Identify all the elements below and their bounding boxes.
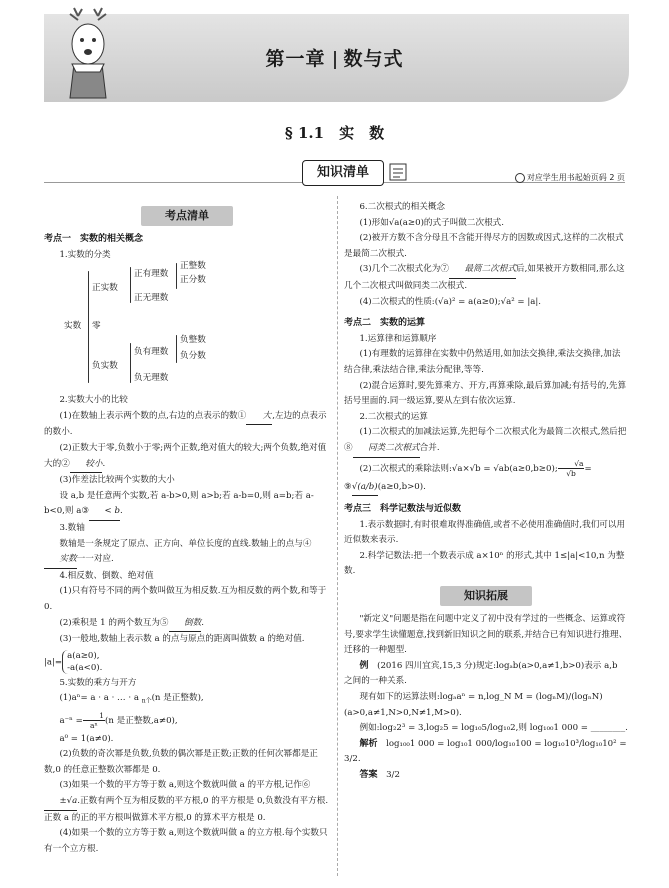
r3-1: 1.表示数据时,有时很难取得准确值,或者不必使用准确值时,我们可以用近似数来表示.	[344, 519, 626, 546]
tree-pr: 正有理数	[134, 269, 169, 280]
tree-ni: 负无理数	[134, 373, 169, 384]
notebook-icon	[388, 162, 410, 182]
kp1-title: 考点一 实数的相关概念	[44, 234, 144, 244]
p2-3: (3)作差法比较两个实数的大小	[59, 475, 175, 486]
p2-2: (2)正数大于零,负数小于零;两个正数,绝对值大的较大;两个负数,绝对值大的② 较小.	[44, 441, 330, 473]
right-column	[344, 200, 628, 784]
r2-2-cont: ⑨√(a/b)(a≥0,b>0).	[344, 480, 628, 497]
answer: 答案 3/2	[359, 770, 400, 780]
answer-2: 较小	[70, 457, 103, 474]
r1-heading: 1.运算律和运算顺序	[359, 333, 437, 344]
kp2-title: 考点二 实数的运算	[344, 318, 426, 329]
p6-4: (4)二次根式的性质:(√a)² = a(a≥0);√a² = |a|.	[359, 296, 541, 307]
s1-heading: 1.实数的分类	[59, 249, 111, 260]
chapter-heading	[0, 44, 669, 71]
example-eg: 例如:log₂2³ = 3,log₂5 = log₁₀5/log₁₀2,则 log₁₀₀1 000 = ________.	[359, 723, 628, 734]
pow-1: (1)aⁿ= a · a · … · a $_{n个}$(n 是正整数),	[59, 693, 204, 705]
p6-2: (2)被开方数不含分母且不含能开得尽方的因数或因式,这样的二次根式是最简二次根式.	[344, 233, 624, 259]
brace-root	[88, 271, 89, 383]
tree-pos: 正实数	[92, 283, 118, 294]
abs-formula: |a|= a(a≥0), -a(a<0).	[44, 650, 103, 673]
answer-4: 实数	[44, 552, 77, 569]
r2-2: (2)二次根式的乘除法则:√a×√b = √ab(a≥0,b≥0); $\frac{√a}{√b}=$	[359, 458, 592, 478]
r2-heading: 2.二次根式的运算	[359, 411, 428, 422]
kp3-title: 考点三 科学记数法与近似数	[344, 504, 462, 515]
tree-nfr: 负分数	[180, 351, 206, 362]
s5-heading: 5.实数的乘方与开方	[59, 677, 137, 688]
r3-2: 2.科学记数法:把一个数表示成 a×10ⁿ 的形式,其中 1≤|a|<10,n 为整数.	[344, 550, 625, 577]
s4-heading: 4.相反数、倒数、绝对值	[59, 570, 154, 581]
brace-pos	[130, 267, 131, 303]
tree-neg: 负实数	[92, 361, 118, 372]
p6-3: (3)几个二次根式化为⑦ 最简二次根式后,如果被开方数相同,那么这几个二次根式叫做同类二次根式.	[344, 264, 625, 291]
r2-1: (1)二次根式的加减法运算,先把每个二次根式化为最简二次根式,然后把⑧ 同类二次根式合并.	[344, 425, 628, 457]
example-rule: 现有如下的运算法则:logₐaⁿ = n,log_N M = (logₙM)/(logₙN)(a>0,a≠1,N>0,N≠1,M>0).	[344, 692, 603, 718]
answer-1: 大	[246, 409, 272, 426]
brace-pr	[176, 263, 177, 289]
example: 例 (2016 四川宜宾,15,3 分)规定:logₐb(a>0,a≠1,b>0)表示 a,b 之间的一种关系.	[344, 660, 618, 687]
s2-heading: 2.实数大小的比较	[59, 395, 128, 406]
column-divider	[337, 196, 338, 876]
answer-6: ±√a	[44, 794, 77, 811]
p2-1: (1)在数轴上表示两个数的点,右边的点表示的数① 大,左边的点表示的数小.	[44, 410, 327, 438]
knowledge-list-title: 知识清单	[302, 160, 384, 186]
pow-3: a⁰ = 1(a≠0).	[59, 733, 114, 744]
answer-7: 最简二次根式	[449, 262, 516, 279]
tree-pi: 正无理数	[134, 293, 169, 304]
page-hint	[515, 172, 625, 183]
tree-zero: 零	[92, 321, 101, 332]
hint-text: 对应学生用书起始页码 2 页	[526, 173, 625, 182]
solution: 解析 log₁₀₀1 000 = log₁₀1 000/log₁₀100 = log₁₀10³/log₁₀10² = 3/2.	[344, 738, 627, 765]
tag-kaodian: 考点清单	[141, 206, 233, 226]
real-number-classification	[44, 263, 330, 393]
section-title: § 1.1 实 数	[284, 124, 385, 142]
left-column	[44, 200, 330, 857]
brace-neg	[130, 343, 131, 383]
answer-8: 同类二次根式	[353, 441, 420, 458]
p2-3b: 设 a,b 是任意两个实数,若 a-b>0,则 a>b;若 a-b=0,则 a=b;若 a-b<0,则 a③ < b.	[44, 489, 330, 521]
tree-pfr: 正分数	[180, 275, 206, 286]
p5-4: (4)如果一个数的立方等于数 a,则这个数就叫做 a 的立方根.每个实数只有一个立方根.	[44, 828, 328, 854]
answer-3: < b	[89, 504, 120, 521]
tree-pint: 正整数	[180, 261, 206, 272]
p4-2: (2)乘积是 1 的两个数互为⑤ 倒数.	[44, 616, 330, 633]
ext-text: "新定义"问题是指在问题中定义了初中没有学过的一些概念、运算或符号,要求学生读懂题意,找到新旧知识之间的联系,并结合已有知识进行推理、迁移的一种题型.	[344, 614, 628, 656]
p3: 数轴是一条规定了原点、正方向、单位长度的直线.数轴上的点与④实数一一对应.	[44, 537, 330, 569]
p5-2: (2)负数的奇次幂是负数,负数的偶次幂是正数;正数的任何次幂都是正数,0 的任意正整数次幂都是 0.	[44, 749, 318, 775]
tree-root: 实数	[64, 321, 82, 332]
s6-heading: 6.二次根式的相关概念	[359, 202, 446, 212]
tree-nint: 负整数	[180, 335, 206, 346]
tree-nr: 负有理数	[134, 347, 169, 358]
brace-nr	[176, 335, 177, 363]
tag-extension: 知识拓展	[440, 586, 532, 606]
pow-2: a⁻ⁿ = $\frac{1}{\text{aⁿ}}(n$ 是正整数,a≠0),	[59, 710, 178, 730]
chapter-title: 数与式	[343, 48, 404, 70]
answer-5: 倒数	[169, 616, 202, 633]
r1-2: (2)混合运算时,要先算乘方、开方,再算乘除,最后算加减;有括号的,先算括号里面的.同一级运算,要从左到右依次运算.	[344, 380, 627, 407]
r1-1: (1)有理数的运算律在实数中仍然适用,如加法交换律,乘法交换律,加法结合律,乘法结合律,乘法分配律,等等.	[344, 349, 621, 375]
chapter-label: 第一章	[265, 48, 326, 70]
answer-9: √(a/b)	[352, 480, 378, 497]
s3-heading: 3.数轴	[59, 522, 85, 533]
p5-3: (3)如果一个数的平方等于数 a,则这个数就叫做 a 的平方根,记作⑥±√a.正数有两个互为相反数的平方根,0 的平方根是 0,负数没有平方根.正数 a 的正的平方根叫做算术平方根,0 的算术平方根是 0.	[44, 780, 329, 823]
p4-1: (1)只有符号不同的两个数叫做互为相反数.互为相反数的两个数,和等于 0.	[44, 586, 327, 612]
p6-1: (1)形如√a(a≥0)的式子叫做二次根式.	[359, 217, 505, 228]
chapter-divider	[334, 51, 336, 69]
hint-icon	[515, 173, 525, 183]
p4-3: (3)一般地,数轴上表示数 a 的点与原点的距离叫做数 a 的绝对值.	[59, 634, 305, 645]
